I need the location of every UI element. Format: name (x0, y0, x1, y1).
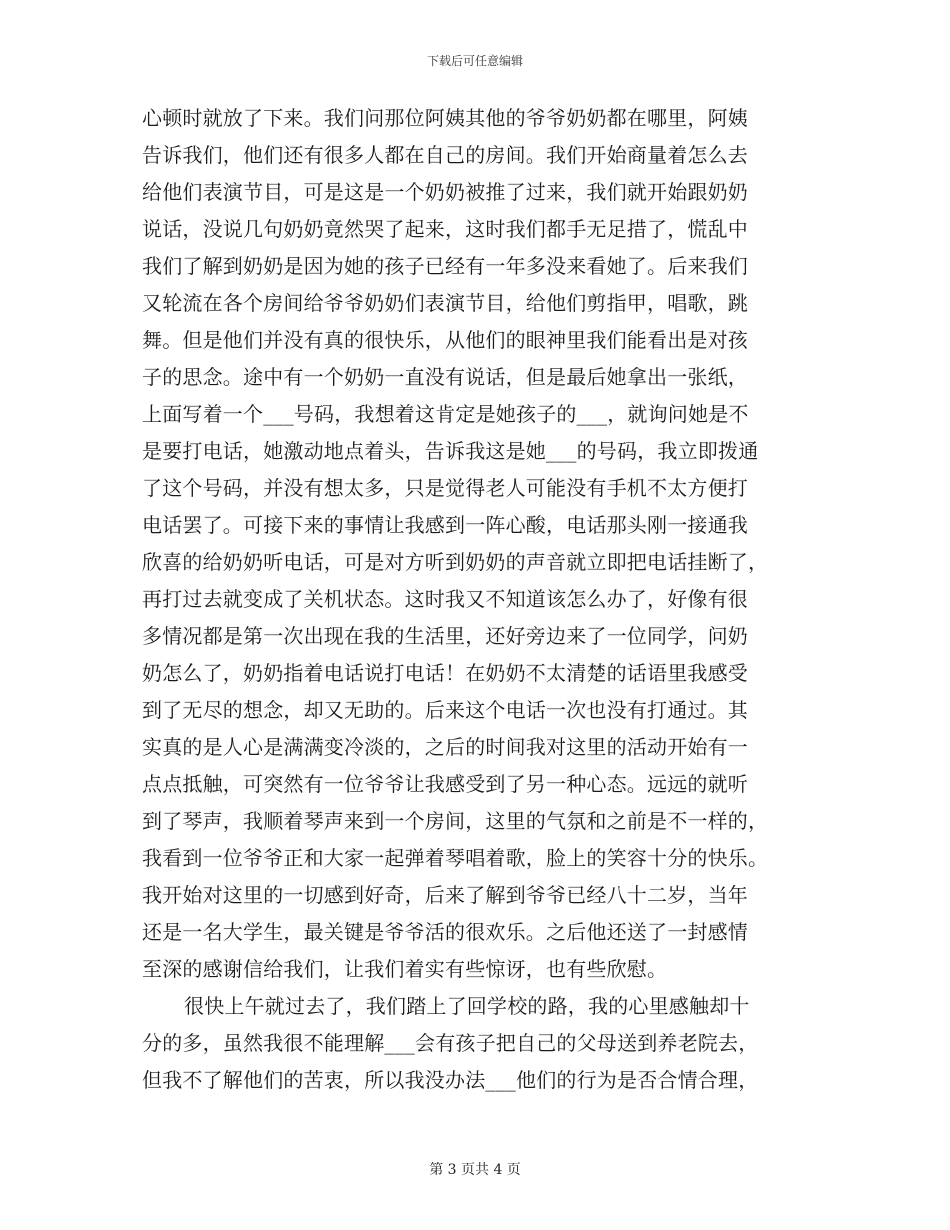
text-line: 舞。但是他们并没有真的很快乐，从他们的眼神里我们能看出是对孩 (142, 328, 748, 352)
text-line: 分的多，虽然我很不能理解___会有孩子把自己的父母送到养老院去， (142, 1031, 759, 1055)
text-line: 欣喜的给奶奶听电话，可是对方听到奶奶的声音就立即把电话挂断了， (142, 550, 769, 574)
text-line: 了这个号码，并没有想太多，只是觉得老人可能没有手机不太方便打 (142, 476, 748, 500)
text-line: 多情况都是第一次出现在我的生活里，还好旁边来了一位同学，问奶 (142, 624, 748, 648)
text-line: 但我不了解他们的苦衷，所以我没办法___他们的行为是否合情合理， (142, 1068, 759, 1092)
text-line: 再打过去就变成了关机状态。这时我又不知道该怎么办了，好像有很 (142, 587, 748, 611)
document-body (142, 100, 810, 1099)
text-line: 给他们表演节目，可是这是一个奶奶被推了过来，我们就开始跟奶奶 (142, 180, 748, 204)
paragraph-start-line: 很快上午就过去了，我们踏上了回学校的路，我的心里感触却十 (184, 994, 750, 1018)
text-line: 电话罢了。可接下来的事情让我感到一阵心酸，电话那头刚一接通我 (142, 513, 748, 537)
page-footer: 第 3 页共 4 页 (429, 1162, 521, 1178)
text-line: 是要打电话，她激动地点着头，告诉我这是她___的号码，我立即拨通 (142, 439, 759, 463)
text-line: 到了琴声，我顺着琴声来到一个房间，这里的气氛和之前是不一样的， (142, 809, 769, 833)
text-line: 我开始对这里的一切感到好奇，后来了解到爷爷已经八十二岁，当年 (142, 883, 748, 907)
text-line: 至深的感谢信给我们，让我们着实有些惊讶，也有些欣慰。 (142, 957, 668, 981)
text-line: 实真的是人心是满满变冷淡的，之后的时间我对这里的活动开始有一 (142, 735, 748, 759)
text-line: 又轮流在各个房间给爷爷奶奶们表演节目，给他们剪指甲，唱歌，跳 (142, 291, 748, 315)
text-line: 奶怎么了，奶奶指着电话说打电话！在奶奶不太清楚的话语里我感受 (142, 661, 748, 685)
text-line: 子的思念。途中有一个奶奶一直没有说话，但是最后她拿出一张纸， (142, 365, 748, 389)
text-line: 心顿时就放了下来。我们问那位阿姨其他的爷爷奶奶都在哪里，阿姨 (142, 106, 748, 130)
page-header: 下载后可任意编辑 (426, 54, 523, 68)
text-line: 告诉我们，他们还有很多人都在自己的房间。我们开始商量着怎么去 (142, 143, 748, 167)
text-line: 我们了解到奶奶是因为她的孩子已经有一年多没来看她了。后来我们 (142, 254, 748, 278)
text-line: 点点抵触，可突然有一位爷爷让我感受到了另一种心态。远远的就听 (142, 772, 748, 796)
text-line: 说话，没说几句奶奶竟然哭了起来，这时我们都手无足措了，慌乱中 (142, 217, 748, 241)
text-line: 到了无尽的想念，却又无助的。后来这个电话一次也没有打通过。其 (142, 698, 748, 722)
text-line: 还是一名大学生，最关键是爷爷活的很欢乐。之后他还送了一封感情 (142, 920, 748, 944)
text-line: 上面写着一个___号码，我想着这肯定是她孩子的___，就询问她是不 (142, 402, 749, 426)
text-line: 我看到一位爷爷正和大家一起弹着琴唱着歌，脸上的笑容十分的快乐。 (142, 846, 769, 870)
